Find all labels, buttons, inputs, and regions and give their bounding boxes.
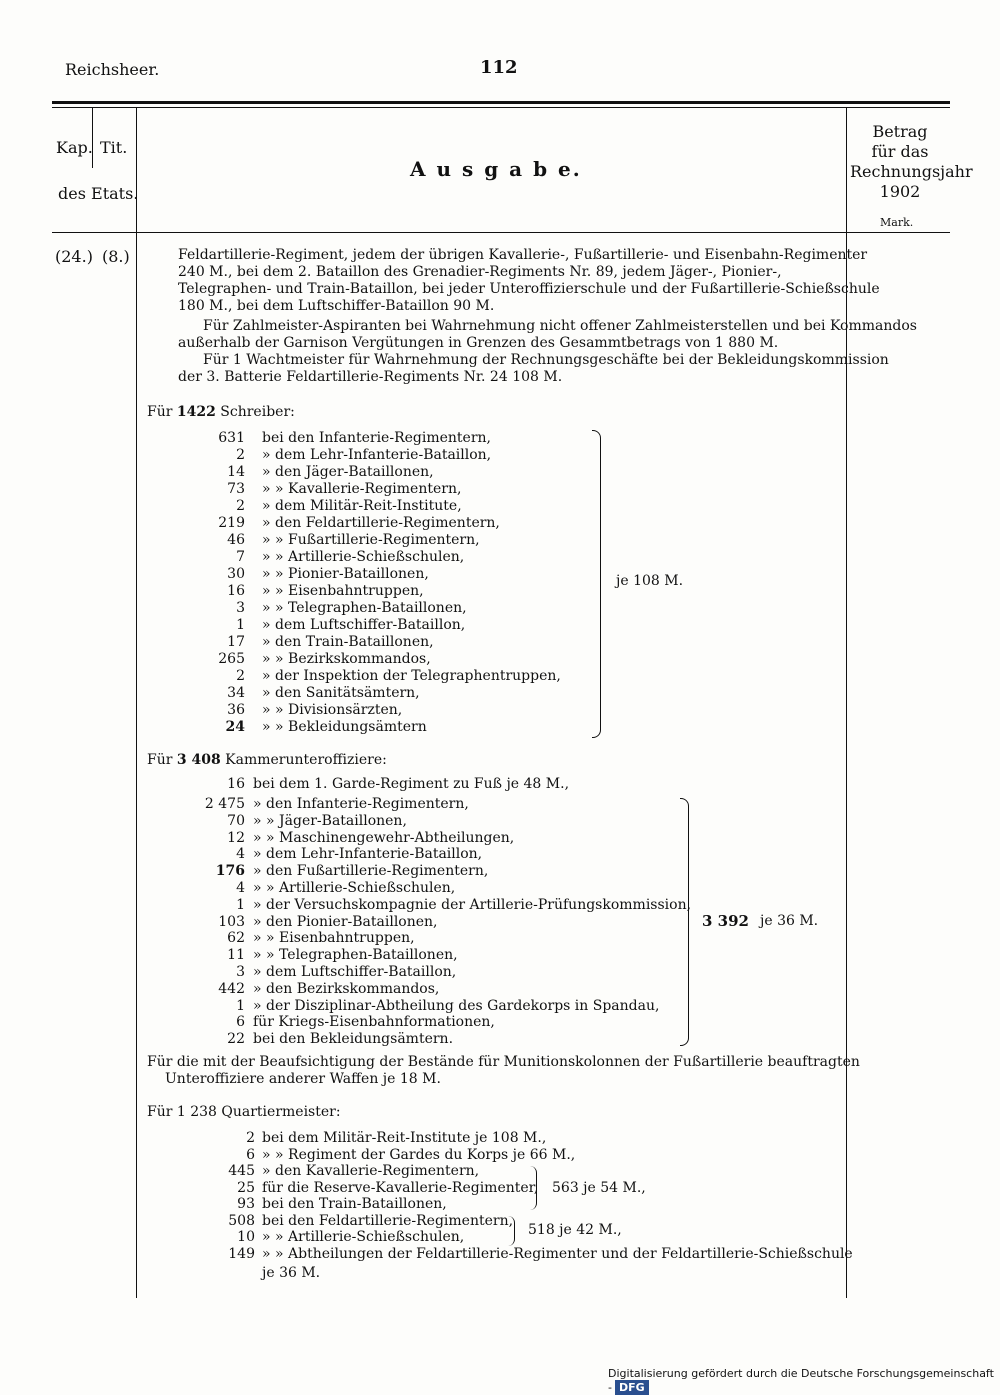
dfg-logo: DFG xyxy=(615,1380,649,1395)
kammer-brace xyxy=(680,798,689,1046)
kammer-row-count: 4 xyxy=(236,846,245,863)
row-tit: (8.) xyxy=(102,247,130,266)
schreiber-row-count: 17 xyxy=(227,634,245,650)
kammer-row-desc: » den Pionier-Bataillonen, xyxy=(253,913,438,930)
quartier-row-count: 10 xyxy=(237,1229,255,1245)
schreiber-row-count: 265 xyxy=(218,651,245,667)
kammer-row-count: 3 xyxy=(236,964,245,980)
quartier-last-cont: je 36 M. xyxy=(262,1265,321,1281)
schreiber-row-desc: » » Pionier-Bataillonen, xyxy=(262,566,429,582)
kammer-row-desc: » den Fußartillerie-Regimentern, xyxy=(253,863,489,880)
schreiber-row-count: 14 xyxy=(227,464,245,480)
schreiber-row-count: 34 xyxy=(227,685,245,701)
schreiber-row-count: 24 xyxy=(225,719,245,735)
intro-line: 180 M., bei dem Luftschiffer-Bataillon 90 M. xyxy=(178,298,495,314)
kammer-row-desc: » dem Luftschiffer-Bataillon, xyxy=(253,964,457,980)
quartier-row-desc: » » Artillerie-Schießschulen, xyxy=(262,1229,465,1245)
kammer-heading: Für 3 408 Kammerunteroffiziere: xyxy=(147,752,387,768)
quartier-group-2: 518 je 42 M., xyxy=(528,1222,622,1238)
quartier-row-count: 149 xyxy=(228,1245,255,1262)
kammer-total: 3 392 xyxy=(702,912,749,930)
schreiber-row-count: 2 xyxy=(236,447,245,463)
schreiber-row-count: 631 xyxy=(218,430,245,446)
kammer-row-desc: » » Telegraphen-Bataillonen, xyxy=(253,947,458,964)
kammer-row-count: 70 xyxy=(227,812,245,829)
quartier-row-count: 93 xyxy=(237,1196,255,1212)
kammer-first-count: 16 xyxy=(227,776,245,792)
col-head-kap: Kap. xyxy=(56,138,93,157)
schreiber-row-count: 16 xyxy=(227,583,245,599)
top-rule-thin xyxy=(52,107,950,108)
kammer-row-count: 1 xyxy=(236,997,245,1014)
kammer-first-desc: bei dem 1. Garde-Regiment zu Fuß je 48 M., xyxy=(253,776,570,792)
quartier-row-count: 25 xyxy=(237,1179,255,1196)
col-head-betrag: Betrag für das Rechnungsjahr 1902 xyxy=(850,122,973,201)
schreiber-row-desc: » » Kavallerie-Regimentern, xyxy=(262,481,462,497)
schreiber-row-desc: » » Telegraphen-Bataillonen, xyxy=(262,600,467,616)
col-head-mark: Mark. xyxy=(880,216,914,229)
quartier-row-count: 6 xyxy=(246,1146,255,1163)
quartier-row-count: 445 xyxy=(228,1163,255,1179)
section-title: A u s g a b e. xyxy=(410,157,582,181)
schreiber-row-desc: » » Artillerie-Schießschulen, xyxy=(262,549,465,565)
kammer-row-count: 6 xyxy=(236,1014,245,1031)
schreiber-row-desc: » den Jäger-Bataillonen, xyxy=(262,464,434,480)
schreiber-row-count: 73 xyxy=(227,481,245,497)
kammer-row-count: 176 xyxy=(215,863,245,880)
schreiber-row-desc: » » Bezirkskommandos, xyxy=(262,651,431,667)
kammer-row-desc: » den Bezirkskommandos, xyxy=(253,980,440,997)
kammer-row-desc: » » Maschinengewehr-Abtheilungen, xyxy=(253,829,515,846)
schreiber-heading: Für 1422 Schreiber: xyxy=(147,404,295,420)
kammer-row-count: 442 xyxy=(218,980,245,997)
kammer-row-desc: » » Eisenbahntruppen, xyxy=(253,930,415,947)
intro-line: Telegraphen- und Train-Bataillon, bei jeder Unteroffizierschule und der Fußartillerie-Schießschule xyxy=(178,281,880,297)
quartier-row-desc: » den Kavallerie-Regimentern, xyxy=(262,1163,480,1179)
quartier-row-desc: bei dem Militär-Reit-Institute je 108 M., xyxy=(262,1130,547,1146)
row-kap: (24.) xyxy=(55,247,93,266)
quartier-row-count: 508 xyxy=(228,1212,255,1229)
schreiber-row-count: 46 xyxy=(227,532,245,548)
kammer-row-desc: » der Versuchskompagnie der Artillerie-Prüfungskommission, xyxy=(253,896,692,913)
schreiber-row-desc: » den Train-Bataillonen, xyxy=(262,634,434,650)
quartier-row-desc: » » Regiment der Gardes du Korps je 66 M., xyxy=(262,1146,576,1163)
schreiber-brace xyxy=(592,430,601,738)
top-rule-thick xyxy=(52,101,950,104)
schreiber-row-count: 7 xyxy=(236,549,245,565)
running-title: Reichsheer. xyxy=(65,60,160,79)
schreiber-row-desc: bei den Infanterie-Regimentern, xyxy=(262,430,491,446)
schreiber-row-count: 219 xyxy=(218,515,245,531)
page-number: 112 xyxy=(480,57,518,78)
kammer-row-count: 11 xyxy=(227,947,245,964)
kammer-row-desc: bei den Bekleidungsämtern. xyxy=(253,1031,454,1048)
quartier-brace-2 xyxy=(508,1216,515,1246)
schreiber-row-desc: » der Inspektion der Telegraphentruppen, xyxy=(262,668,561,684)
kammer-row-count: 12 xyxy=(227,829,245,846)
schreiber-row-desc: » » Divisionsärzten, xyxy=(262,702,403,718)
quartier-heading: Für 1 238 Quartiermeister: xyxy=(147,1104,341,1120)
quartier-brace-1 xyxy=(530,1166,537,1210)
head-bottom-rule xyxy=(52,232,950,233)
intro-line: Für Zahlmeister-Aspiranten bei Wahrnehmung nicht offener Zahlmeisterstellen und bei Kommandos xyxy=(203,318,917,334)
intro-line: der 3. Batterie Feldartillerie-Regiments Nr. 24 108 M. xyxy=(178,369,563,385)
quartier-group-1: 563 je 54 M., xyxy=(552,1180,646,1196)
quartier-row-count: 2 xyxy=(246,1130,255,1146)
schreiber-row-desc: » » Fußartillerie-Regimentern, xyxy=(262,532,480,548)
schreiber-row-desc: » » Bekleidungsämtern xyxy=(262,719,427,735)
col-head-des-etats: des Etats. xyxy=(58,184,139,203)
kammer-row-count: 103 xyxy=(218,913,245,930)
kammer-row-desc: » den Infanterie-Regimentern, xyxy=(253,796,469,812)
schreiber-row-desc: » dem Luftschiffer-Bataillon, xyxy=(262,617,466,633)
kammer-row-desc: » dem Lehr-Infanterie-Bataillon, xyxy=(253,846,483,863)
schreiber-row-desc: » den Sanitätsämtern, xyxy=(262,685,420,701)
intro-line: 240 M., bei dem 2. Bataillon des Grenadier-Regiments Nr. 89, jedem Jäger-, Pionier-, xyxy=(178,264,782,280)
kammer-row-count: 1 xyxy=(236,896,245,913)
munition-line: Für die mit der Beaufsichtigung der Bestände für Munitionskolonnen der Fußartillerie beauftragten xyxy=(147,1054,860,1070)
intro-line: außerhalb der Garnison Vergütungen in Grenzen des Gesammtbetrags von 1 880 M. xyxy=(178,335,779,351)
schreiber-row-desc: » » Eisenbahntruppen, xyxy=(262,583,424,599)
quartier-row-desc: bei den Train-Bataillonen, xyxy=(262,1196,447,1212)
col-head-tit: Tit. xyxy=(100,138,128,157)
schreiber-row-desc: » dem Lehr-Infanterie-Bataillon, xyxy=(262,447,492,463)
kammer-row-count: 22 xyxy=(227,1031,245,1048)
kammer-row-count: 2 475 xyxy=(204,796,245,812)
schreiber-row-desc: » dem Militär-Reit-Institute, xyxy=(262,498,462,514)
kammer-row-count: 62 xyxy=(227,930,245,947)
quartier-row-desc: bei den Feldartillerie-Regimentern, xyxy=(262,1212,514,1229)
kammer-row-desc: » der Disziplinar-Abtheilung des Gardekorps in Spandau, xyxy=(253,997,660,1014)
schreiber-row-count: 3 xyxy=(236,600,245,616)
kammer-row-desc: » » Jäger-Bataillonen, xyxy=(253,812,407,829)
schreiber-row-desc: » den Feldartillerie-Regimentern, xyxy=(262,515,500,531)
munition-line: Unteroffiziere anderer Waffen je 18 M. xyxy=(165,1071,441,1087)
kammer-row-count: 4 xyxy=(236,880,245,896)
schreiber-rate: je 108 M. xyxy=(616,573,684,589)
kammer-row-desc: für Kriegs-Eisenbahnformationen, xyxy=(253,1014,495,1031)
intro-line: Für 1 Wachtmeister für Wahrnehmung der Rechnungsgeschäfte bei der Bekleidungskommission xyxy=(203,352,889,368)
schreiber-row-count: 36 xyxy=(227,702,245,718)
kammer-rate: je 36 M. xyxy=(760,913,819,929)
footer-credit: Digitalisierung gefördert durch die Deutsche Forschungsgemeinschaft - DFG xyxy=(608,1367,994,1394)
schreiber-row-count: 2 xyxy=(236,498,245,514)
intro-line: Feldartillerie-Regiment, jedem der übrigen Kavallerie-, Fußartillerie- und Eisenbahn-Regimenter xyxy=(178,247,868,263)
col-rule-tit xyxy=(136,108,137,1298)
quartier-row-desc: für die Reserve-Kavallerie-Regimenter, xyxy=(262,1179,539,1196)
schreiber-row-count: 30 xyxy=(227,566,245,582)
kammer-row-desc: » » Artillerie-Schießschulen, xyxy=(253,880,456,896)
schreiber-row-count: 2 xyxy=(236,668,245,684)
quartier-row-desc: » » Abtheilungen der Feldartillerie-Regimenter und der Feldartillerie-Schießschule xyxy=(262,1245,853,1262)
schreiber-row-count: 1 xyxy=(236,617,245,633)
